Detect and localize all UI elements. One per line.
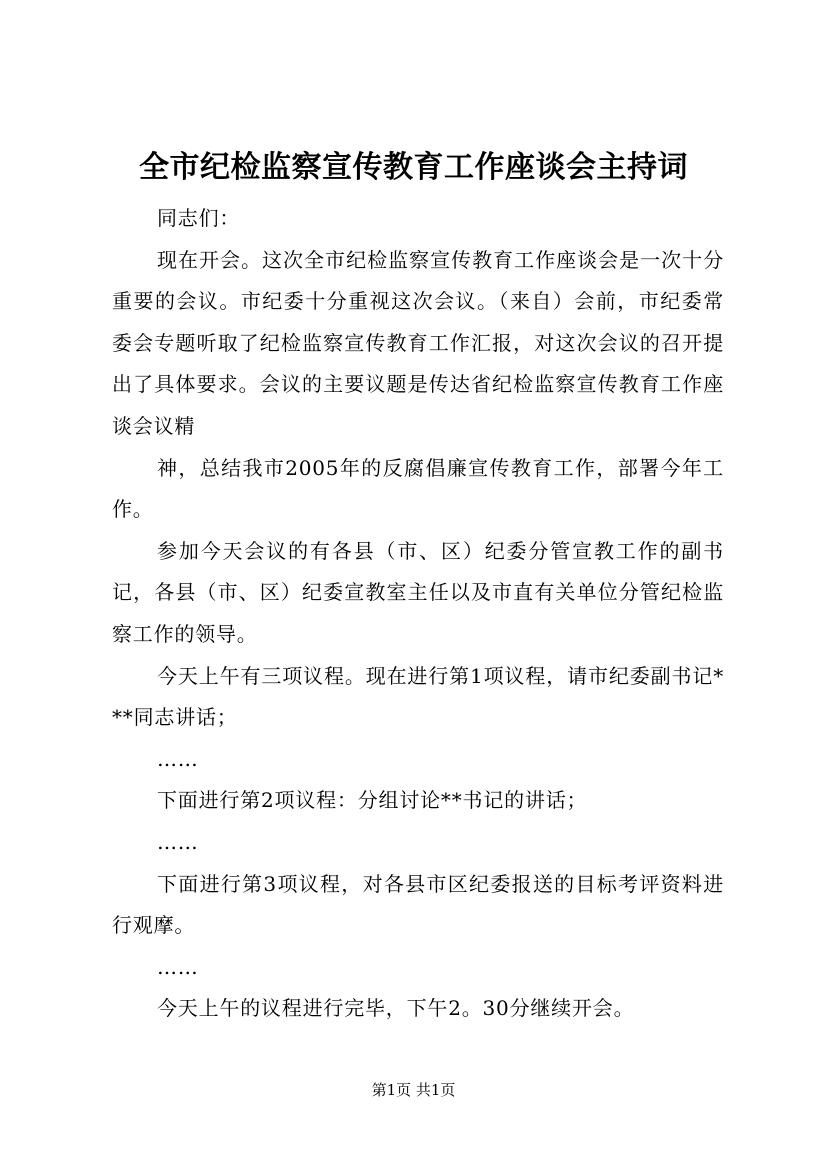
document-body bbox=[112, 198, 724, 1030]
paragraph-closing: 今天上午的议程进行完毕，下午2。30分继续开会。 bbox=[157, 996, 635, 1021]
page-footer: 第1页 共1页 bbox=[371, 1081, 456, 1099]
paragraph-ellipsis: …… bbox=[157, 746, 199, 771]
paragraph-opening: 现在开会。这次全市纪检监察宣传教育工作座谈会是一次十分重要的会议。市纪委十分重视这次会议。（来自）会前，市纪委常委会专题听取了纪检监察宣传教育工作汇报，对这次会议的召开提出了具体要求。会议的主要议题是传达省纪检监察宣传教育工作座谈会议精 bbox=[112, 247, 724, 438]
document-title: 全市纪检监察宣传教育工作座谈会主持词 bbox=[139, 150, 688, 185]
paragraph-agenda-item-1: 今天上午有三项议程。现在进行第1项议程，请市纪委副书记***同志讲话； bbox=[112, 663, 724, 730]
paragraph-ellipsis: …… bbox=[157, 829, 199, 854]
paragraph-attendees: 参加今天会议的有各县（市、区）纪委分管宣教工作的副书记，各县（市、区）纪委宣教室主任以及市直有关单位分管纪检监察工作的领导。 bbox=[112, 538, 724, 646]
paragraph-agenda-summary: 神，总结我市2005年的反腐倡廉宣传教育工作，部署今年工作。 bbox=[112, 455, 724, 522]
paragraph-ellipsis: …… bbox=[157, 954, 199, 979]
paragraph-agenda-item-3: 下面进行第3项议程，对各县市区纪委报送的目标考评资料进行观摩。 bbox=[112, 871, 724, 938]
paragraph-salutation: 同志们： bbox=[157, 206, 241, 230]
paragraph-agenda-item-2: 下面进行第2项议程：分组讨论**书记的讲话； bbox=[157, 788, 588, 813]
